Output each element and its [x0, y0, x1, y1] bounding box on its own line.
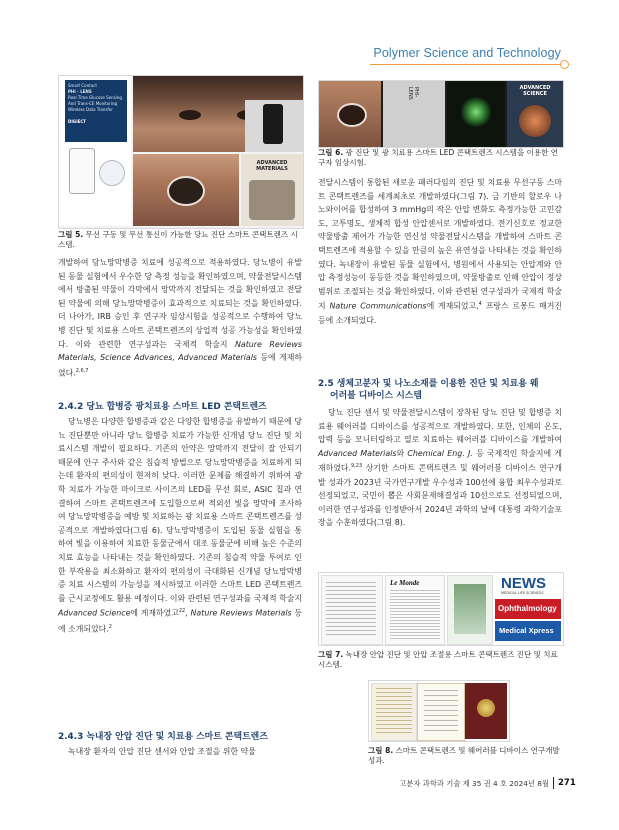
right-para-4-text: 전달시스템이 통합된 새로운 패러다임의 진단 및 치료용 무선구동 스마트 콘택트렌즈를 세계최초로 개발하였다(그림 7). 금 기반의 할로우 나노와이어를 합성하여 3 mmHg의 작은 안압 변화도 측정가능한 고민감도, 고투명도, 생체적 합성 안압센서로 개발하였다. 전기신호로 정교한 약물방출 제어가 가능한 연신성 약물전달시스템을 개발하여 스마트 콘택트렌즈에 적용할 수 있을 만큼의 높은 유연성을 나타내는 것을 확인하였다. 녹내장이 유발된 동물 실험에서, 병원에서 사용되는 안압계와 안압 측정성능이 동등한 것을 확인하였으며, 약물방출로 인해 안압이 정상범위로 조절되는 것을 확인하였다. 이와 관련된 연구성과가 국제적 학술지 [318, 178, 562, 311]
figure6-cover-art [519, 105, 551, 137]
figure8-award-lines [376, 688, 412, 736]
right-para-4-journal: Nature Communications [329, 301, 427, 311]
figure5-eye [179, 110, 201, 120]
figure7-medicalxpress-logo [495, 621, 561, 641]
section-2-4-3-heading: 2.4.3 녹내장 안압 진단 및 치료용 스마트 콘택트렌즈 [58, 732, 268, 742]
figure7-lemonde-logo: Le Monde [390, 579, 420, 587]
figure5-eye-closeup [133, 154, 239, 226]
section-2-4-2-heading: 2.4.2 당뇨 합병증 광치료용 스마트 LED 콘택트렌즈 [58, 402, 267, 412]
figure5-phone-photo [245, 100, 303, 152]
right-para-5-ref: 9,23 [351, 463, 363, 470]
left-para-1-journals: Nature Reviews Materials, Science Advances, Advanced Materials [58, 339, 302, 363]
left-para-2 [58, 415, 302, 636]
figure5-panel-line: Real Time Glucose Sensing [68, 95, 122, 100]
left-para-1-end: 등에 게재하였다. [58, 353, 302, 378]
right-para-5-mid: 등 국제적인 학술지에 게재하였다. [318, 448, 562, 473]
left-para-1 [58, 256, 302, 380]
right-para-4 [318, 176, 562, 327]
figure5-panel-line: Smart Contact [68, 83, 97, 88]
figure7-news-logo [495, 575, 561, 597]
header-rule [370, 64, 560, 65]
figure7-lemonde-text [390, 590, 440, 640]
figure7-medicalxpress-text: Medical Xpress [499, 626, 554, 635]
figure7-paper-thumb [321, 575, 383, 645]
figure5-panel-line: PHI - LENS [68, 89, 92, 94]
figure5-caption-text: 무선 구동 및 무선 통신이 가능한 당뇨 진단 스마트 콘택트렌즈 시스템. [58, 230, 298, 249]
figure7-poster-thumb [447, 575, 493, 645]
figure8-medal [477, 699, 495, 717]
figure7-ophthalmology-text: Ophthalmology [498, 604, 557, 613]
footer-divider [553, 777, 554, 789]
figure6-device-label: PHI-LENS [407, 87, 419, 100]
figure5-caption-label: 그림 5. [58, 230, 84, 239]
left-para-1-ref: 2,6,7 [75, 367, 89, 374]
section-2-5-heading-line2: 어러블 디바이스 시스템 [330, 391, 422, 401]
left-para-2-journal1: Advanced Science [58, 608, 131, 618]
figure7-poster-art [454, 584, 486, 634]
figure8-cert-lines [424, 690, 458, 734]
left-para-2-journal2: Nature Reviews Materials [190, 608, 292, 618]
left-para-3: 녹내장 환자의 안압 진단 센서와 안압 조절을 위한 약물 [68, 747, 256, 756]
right-para-4-end: 프랑스 르몽드 매거진 등에 소개되었다. [318, 301, 562, 325]
page-number: 271 [558, 778, 576, 788]
right-para-5-journal2: Chemical Eng. J. [407, 448, 473, 458]
figure8-caption-label: 그림 8. [368, 746, 394, 755]
figure5-journal-cover [241, 154, 303, 226]
figure5-cover-art [249, 180, 295, 220]
figure8-image [368, 680, 510, 742]
figure6-journal-cover [507, 81, 563, 147]
figure6-caption-label: 그림 6. [318, 148, 344, 157]
figure7-caption-text: 녹내장 안압 진단 및 안압 조절용 스마트 콘택트렌즈 진단 및 치료 시스템. [318, 650, 558, 669]
figure6-lens-photo [447, 81, 505, 147]
figure7-caption-label: 그림 7. [318, 650, 344, 659]
section-2-5-heading-line1: 2.5 생체고분자 및 나노소재를 이용한 진단 및 치료용 웨 [318, 379, 539, 389]
figure6-led-lens [461, 97, 491, 127]
figure5-panel-line: And Trans-CE Monitoring [68, 101, 118, 106]
figure5-phone-graphic [69, 148, 95, 194]
figure5-lens-graphic [99, 160, 125, 186]
figure8-caption [368, 746, 568, 766]
figure5-badge: ADVANCED MATERIALS [256, 160, 288, 172]
left-para-2-sep: , [185, 608, 191, 618]
figure6-device-photo [383, 81, 445, 147]
figure5-phone-box [65, 80, 127, 142]
figure5-phone-screen [263, 104, 283, 144]
right-para-5-journal1: Advanced Materials [318, 448, 397, 458]
figure6-image [318, 80, 564, 148]
left-para-2-mid: 에 게재하였고 [130, 608, 179, 618]
figure7-news-title: NEWS [501, 575, 546, 592]
footer-journal: 고분자 과학과 기술 제 35 권 4 호 2024년 8월 [399, 779, 549, 788]
figure7-news-sub: MEDICAL LIFE SCIENCES [501, 591, 544, 595]
figure7-paper-lines [326, 582, 376, 638]
header-dot [560, 60, 569, 69]
right-para-4-ref: 4 [478, 301, 482, 308]
left-para-2-end: 등에 소개되었다. [58, 608, 302, 634]
section-2-5-heading [318, 378, 562, 402]
right-para-5-text: 당뇨 진단 센서 및 약물전달시스템이 장착된 당뇨 진단 및 합병증 치료용 웨어러블 디바이스를 성공적으로 개발하였다. 또한, 인체의 온도, 압력 등을 모니터링하고 열로 치료하는 웨어러블 디바이스를 개발하여 [318, 408, 562, 445]
figure6-caption-text: 광 진단 및 광 치료용 스마트 LED 콘택트렌즈 시스템을 이용한 연구자 임상시험. [318, 148, 558, 167]
figure6-eye-iris [337, 103, 367, 127]
figure8-caption-text: 스마트 콘택트렌즈 및 웨어러블 디바이스 연구개발 성과. [368, 746, 560, 765]
figure7-lemonde-clip [385, 575, 445, 645]
figure6-caption [318, 148, 562, 168]
right-para-5-end: 상기한 스마트 콘택트렌즈 및 웨어러블 디바이스 연구개발 성과가 2023년 국가연구개발 우수성과 100선에 융합 최우수성과로 선정되었고, 국민이 뽑은 사회문제해결성과 10선으로도 선정되었으며, 이러한 연구성과를 인정받아서 2024년 과학의 날에 대통령 과학기술포장을 수훈하였다(그림 8). [318, 464, 562, 528]
figure5-panel-left [59, 76, 131, 226]
figure6-badge: ADVANCED SCIENCE [519, 85, 551, 97]
figure8-medal-box [465, 683, 507, 739]
right-para-5 [318, 406, 562, 530]
figure5-iris [167, 176, 205, 206]
figure7-image [318, 572, 564, 646]
journal-section-title: Polymer Science and Technology [373, 46, 561, 60]
figure7-caption [318, 650, 562, 670]
left-para-2-text: 당뇨병은 다양한 합병증과 같은 다양한 합병증을 유발하기 때문에 당뇨 진단뿐만 아니라 당뇨 합병증 치료가 가능한 신개념 당뇨 진단 및 치료시스템 개발이 필요하다. 기존의 안약은 망막까지 전달이 잘 안되기 때문에 안구 주사와 같은 침습적 방법으로 당뇨망막병증을 치료하게 되는데 환자의 편의성이 현저히 낮다. 이러한 문제를 해결하기 위하여 광학 치료가 가능한 마이크로 사이즈의 LED를 무선 회로, ASIC 칩과 연결하여 스마트 콘택트렌즈에 도입함으로써 적외선 빛을 망막에 조사하여 당뇨망막병증을 예방 및 치료하는 광 치료용 스마트 콘택트렌즈를 성공적으로 개발하였다(그림 6). 당뇨망막병증이 도입된 동물 실험을 통하여 빛을 이용하여 치료한 동물군에서 대조 동물군에 비해 높은 수준의 치료 효능을 나타내는 것을 확인하였다. 기존의 침습적 약물 투여로 인한 부작용을 최소화하고 환자의 편의성이 극대화된 신개념 당뇨망막병증 치료 시스템의 가능성을 제시하였고 이러한 스마트 LED 콘택트렌즈를 근시교정에도 활용 예정이다. 이와 관련된 연구성과를 국제적 학술지 [58, 417, 302, 603]
left-para-2-ref2: 2 [108, 623, 112, 630]
figure5-image [58, 75, 304, 229]
left-para-2-ref1: 22 [178, 608, 186, 615]
figure8-award-list [371, 683, 417, 741]
figure7-ophthalmology-logo [495, 599, 561, 619]
right-para-4-mid: 에 게재되었고, [426, 301, 479, 311]
figure5-panel-logo: DIGIECT [68, 119, 86, 124]
figure5-panel-line: Wireless Data Transfer [68, 107, 113, 112]
figure8-certificate [417, 683, 465, 741]
figure6-eye-photo [319, 81, 381, 147]
right-para-5-and: 와 [396, 448, 408, 458]
figure5-caption [58, 230, 302, 250]
left-para-1-text: 개발하여 당뇨망막병증 치료에 성공적으로 적용하였다. 당뇨병이 유발된 동물 실험에서 우수한 당 측정 성능을 확인하였으며, 약물전달시스템에서 방출된 약물이 각막에서 망막까지 전달되는 것을 확인하였고 전달된 약물에 의해 당뇨망막병증이 효과적으로 치료되는 것을 확인하였다. 더 나아가, IRB 승인 후 연구자 임상시험을 성공적으로 수행하여 당뇨병 진단 및 치료용 스마트 콘택트렌즈의 상업적 성공 가능성을 확인하였다. 이와 관련한 연구성과는 국제적 학술지 [58, 258, 302, 349]
